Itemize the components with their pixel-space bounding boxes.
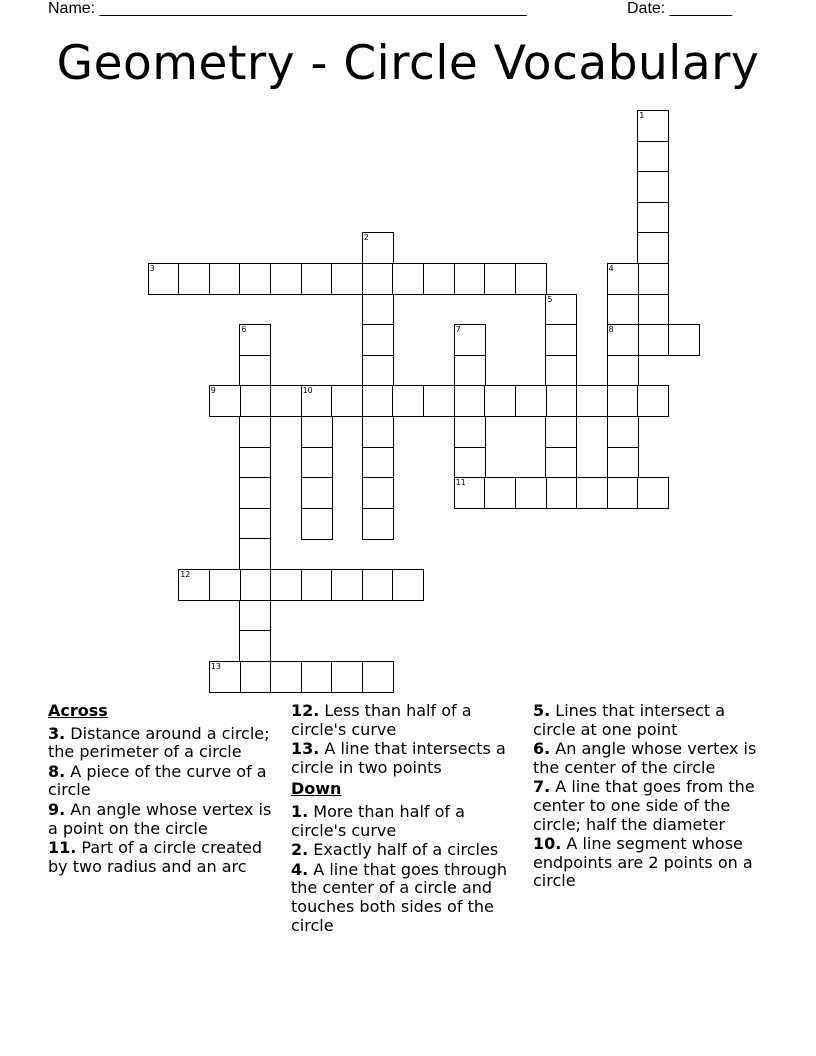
grid-cell[interactable] (362, 447, 394, 479)
cell-number: 3 (149, 264, 155, 273)
cell-number: 11 (455, 478, 466, 488)
grid-cell[interactable] (301, 416, 333, 448)
grid-cell[interactable] (484, 477, 516, 509)
grid-cell[interactable] (239, 385, 271, 417)
grid-cell[interactable] (362, 355, 394, 387)
grid-cell[interactable] (209, 263, 241, 295)
grid-cell[interactable] (301, 508, 333, 540)
grid-cell[interactable] (209, 385, 241, 417)
clue-across-12: 12. Less than half of a circle's curve (291, 701, 472, 739)
clue-across-11: 11. Part of a circle created by two radius and an arc (48, 838, 263, 876)
grid-cell[interactable] (239, 630, 271, 662)
grid-cell[interactable] (239, 324, 271, 356)
grid-cell[interactable] (637, 294, 669, 326)
grid-cell[interactable] (239, 661, 271, 693)
grid-cell[interactable] (392, 569, 424, 601)
grid-cell[interactable] (607, 355, 639, 387)
grid-cell[interactable] (484, 263, 516, 295)
across-heading: Across (48, 701, 108, 720)
grid-cell[interactable] (607, 477, 639, 509)
cell-number: 9 (210, 386, 216, 396)
clue-down-5: 5. Lines that intersect a circle at one point (533, 701, 726, 739)
grid-cell[interactable] (515, 385, 547, 417)
grid-cell[interactable] (668, 324, 700, 356)
grid-cell[interactable] (545, 447, 577, 479)
cell-number: 12 (180, 570, 191, 579)
cell-number: 8 (608, 325, 614, 335)
grid-cell[interactable] (362, 263, 394, 295)
grid-cell[interactable] (301, 385, 333, 417)
grid-cell[interactable] (239, 263, 271, 295)
grid-cell[interactable] (545, 385, 577, 417)
grid-cell[interactable] (637, 110, 669, 142)
grid-cell[interactable] (239, 508, 271, 540)
grid-cell[interactable] (637, 324, 669, 356)
grid-cell[interactable] (270, 385, 302, 417)
cell-number: 1 (639, 111, 645, 120)
grid-cell[interactable] (239, 355, 271, 387)
grid-cell[interactable] (270, 569, 302, 601)
grid-cell[interactable] (239, 447, 271, 479)
clue-column-3 (533, 702, 765, 892)
clue-across-8: 8. A piece of the curve of a circle (48, 761, 267, 800)
cell-number: 2 (363, 233, 369, 243)
grid-cell[interactable] (148, 263, 180, 295)
clue-column-1 (48, 702, 280, 877)
grid-cell[interactable] (301, 447, 333, 479)
cell-number: 10 (302, 386, 313, 396)
grid-cell[interactable] (454, 447, 486, 479)
page-title: Geometry - Circle Vocabulary (56, 36, 760, 91)
grid-cell[interactable] (607, 263, 639, 295)
grid-cell[interactable] (239, 416, 271, 448)
clue-down-10: 10. A line segment whose endpoints are 2 points on a circle (533, 834, 753, 891)
grid-cell[interactable] (454, 477, 486, 509)
grid-cell[interactable] (545, 477, 577, 509)
grid-cell[interactable] (484, 385, 516, 417)
grid-cell[interactable] (178, 263, 210, 295)
grid-cell[interactable] (270, 263, 302, 295)
grid-cell[interactable] (362, 416, 394, 448)
cell-number: 5 (547, 294, 553, 304)
clue-across-3: 3. Distance around a circle; the perimeter of a circle (48, 723, 270, 762)
grid-cell[interactable] (576, 385, 608, 417)
grid-cell[interactable] (607, 416, 639, 448)
cell-number: 4 (608, 264, 614, 273)
grid-cell[interactable] (637, 385, 669, 417)
grid-cell[interactable] (362, 294, 394, 326)
grid-cell[interactable] (331, 385, 363, 417)
grid-cell[interactable] (301, 263, 333, 295)
cell-number: 7 (455, 325, 461, 335)
grid-cell[interactable] (209, 661, 241, 693)
grid-cell[interactable] (331, 263, 363, 295)
clue-down-2: 2. Exactly half of a circles (291, 840, 499, 860)
grid-cell[interactable] (362, 385, 394, 417)
grid-cell[interactable] (454, 355, 486, 387)
grid-cell[interactable] (607, 294, 639, 326)
clue-down-7: 7. A line that goes from the center to one side of the circle; half the diameter (533, 777, 755, 834)
clue-across-13: 13. A line that intersects a circle in two points (291, 739, 506, 777)
clue-down-4: 4. A line that goes through the center of a circle and touches both sides of the circle (291, 859, 507, 935)
grid-cell[interactable] (331, 661, 363, 693)
clue-across-9: 9. An angle whose vertex is a point on the circle (48, 799, 272, 838)
grid-cell[interactable] (607, 385, 639, 417)
date-field-label: Date: _______ (627, 0, 732, 17)
grid-cell[interactable] (362, 569, 394, 601)
name-field-label: Name: ________________________________________________ (48, 0, 527, 17)
grid-cell[interactable] (362, 324, 394, 356)
grid-cell[interactable] (454, 416, 486, 448)
grid-cell[interactable] (637, 263, 669, 295)
grid-cell[interactable] (239, 477, 271, 509)
grid-cell[interactable] (454, 263, 486, 295)
grid-cell[interactable] (637, 141, 669, 173)
grid-cell[interactable] (637, 232, 669, 264)
cell-number: 13 (210, 661, 221, 671)
grid-cell[interactable] (545, 294, 577, 326)
grid-cell[interactable] (239, 600, 271, 632)
grid-cell[interactable] (576, 477, 608, 509)
down-heading: Down (291, 779, 342, 799)
grid-cell[interactable] (392, 385, 424, 417)
grid-cell[interactable] (301, 477, 333, 509)
grid-cell[interactable] (607, 324, 639, 356)
grid-cell[interactable] (515, 477, 547, 509)
grid-cell[interactable] (637, 477, 669, 509)
clue-down-1: 1. More than half of a circle's curve (291, 801, 465, 840)
grid-cell[interactable] (239, 538, 271, 570)
grid-cell[interactable] (637, 171, 669, 203)
grid-cell[interactable] (607, 447, 639, 479)
grid-cell[interactable] (209, 569, 241, 601)
grid-cell[interactable] (362, 661, 394, 693)
grid-cell[interactable] (454, 385, 486, 417)
grid-cell[interactable] (637, 202, 669, 234)
grid-cell[interactable] (270, 661, 302, 693)
grid-cell[interactable] (545, 416, 577, 448)
grid-cell[interactable] (362, 477, 394, 509)
grid-cell[interactable] (301, 569, 333, 601)
grid-cell[interactable] (423, 385, 455, 417)
grid-cell[interactable] (362, 232, 394, 264)
clue-down-6: 6. An angle whose vertex is the center of the circle (533, 739, 757, 777)
grid-cell[interactable] (545, 355, 577, 387)
cell-number: 6 (241, 325, 247, 335)
grid-cell[interactable] (454, 324, 486, 356)
grid-cell[interactable] (423, 263, 455, 295)
clue-column-2 (291, 702, 523, 936)
grid-cell[interactable] (515, 263, 547, 295)
grid-cell[interactable] (239, 569, 271, 601)
grid-cell[interactable] (331, 569, 363, 601)
grid-cell[interactable] (301, 661, 333, 693)
grid-cell[interactable] (362, 508, 394, 540)
grid-cell[interactable] (178, 569, 210, 601)
grid-cell[interactable] (392, 263, 424, 295)
grid-cell[interactable] (545, 324, 577, 356)
